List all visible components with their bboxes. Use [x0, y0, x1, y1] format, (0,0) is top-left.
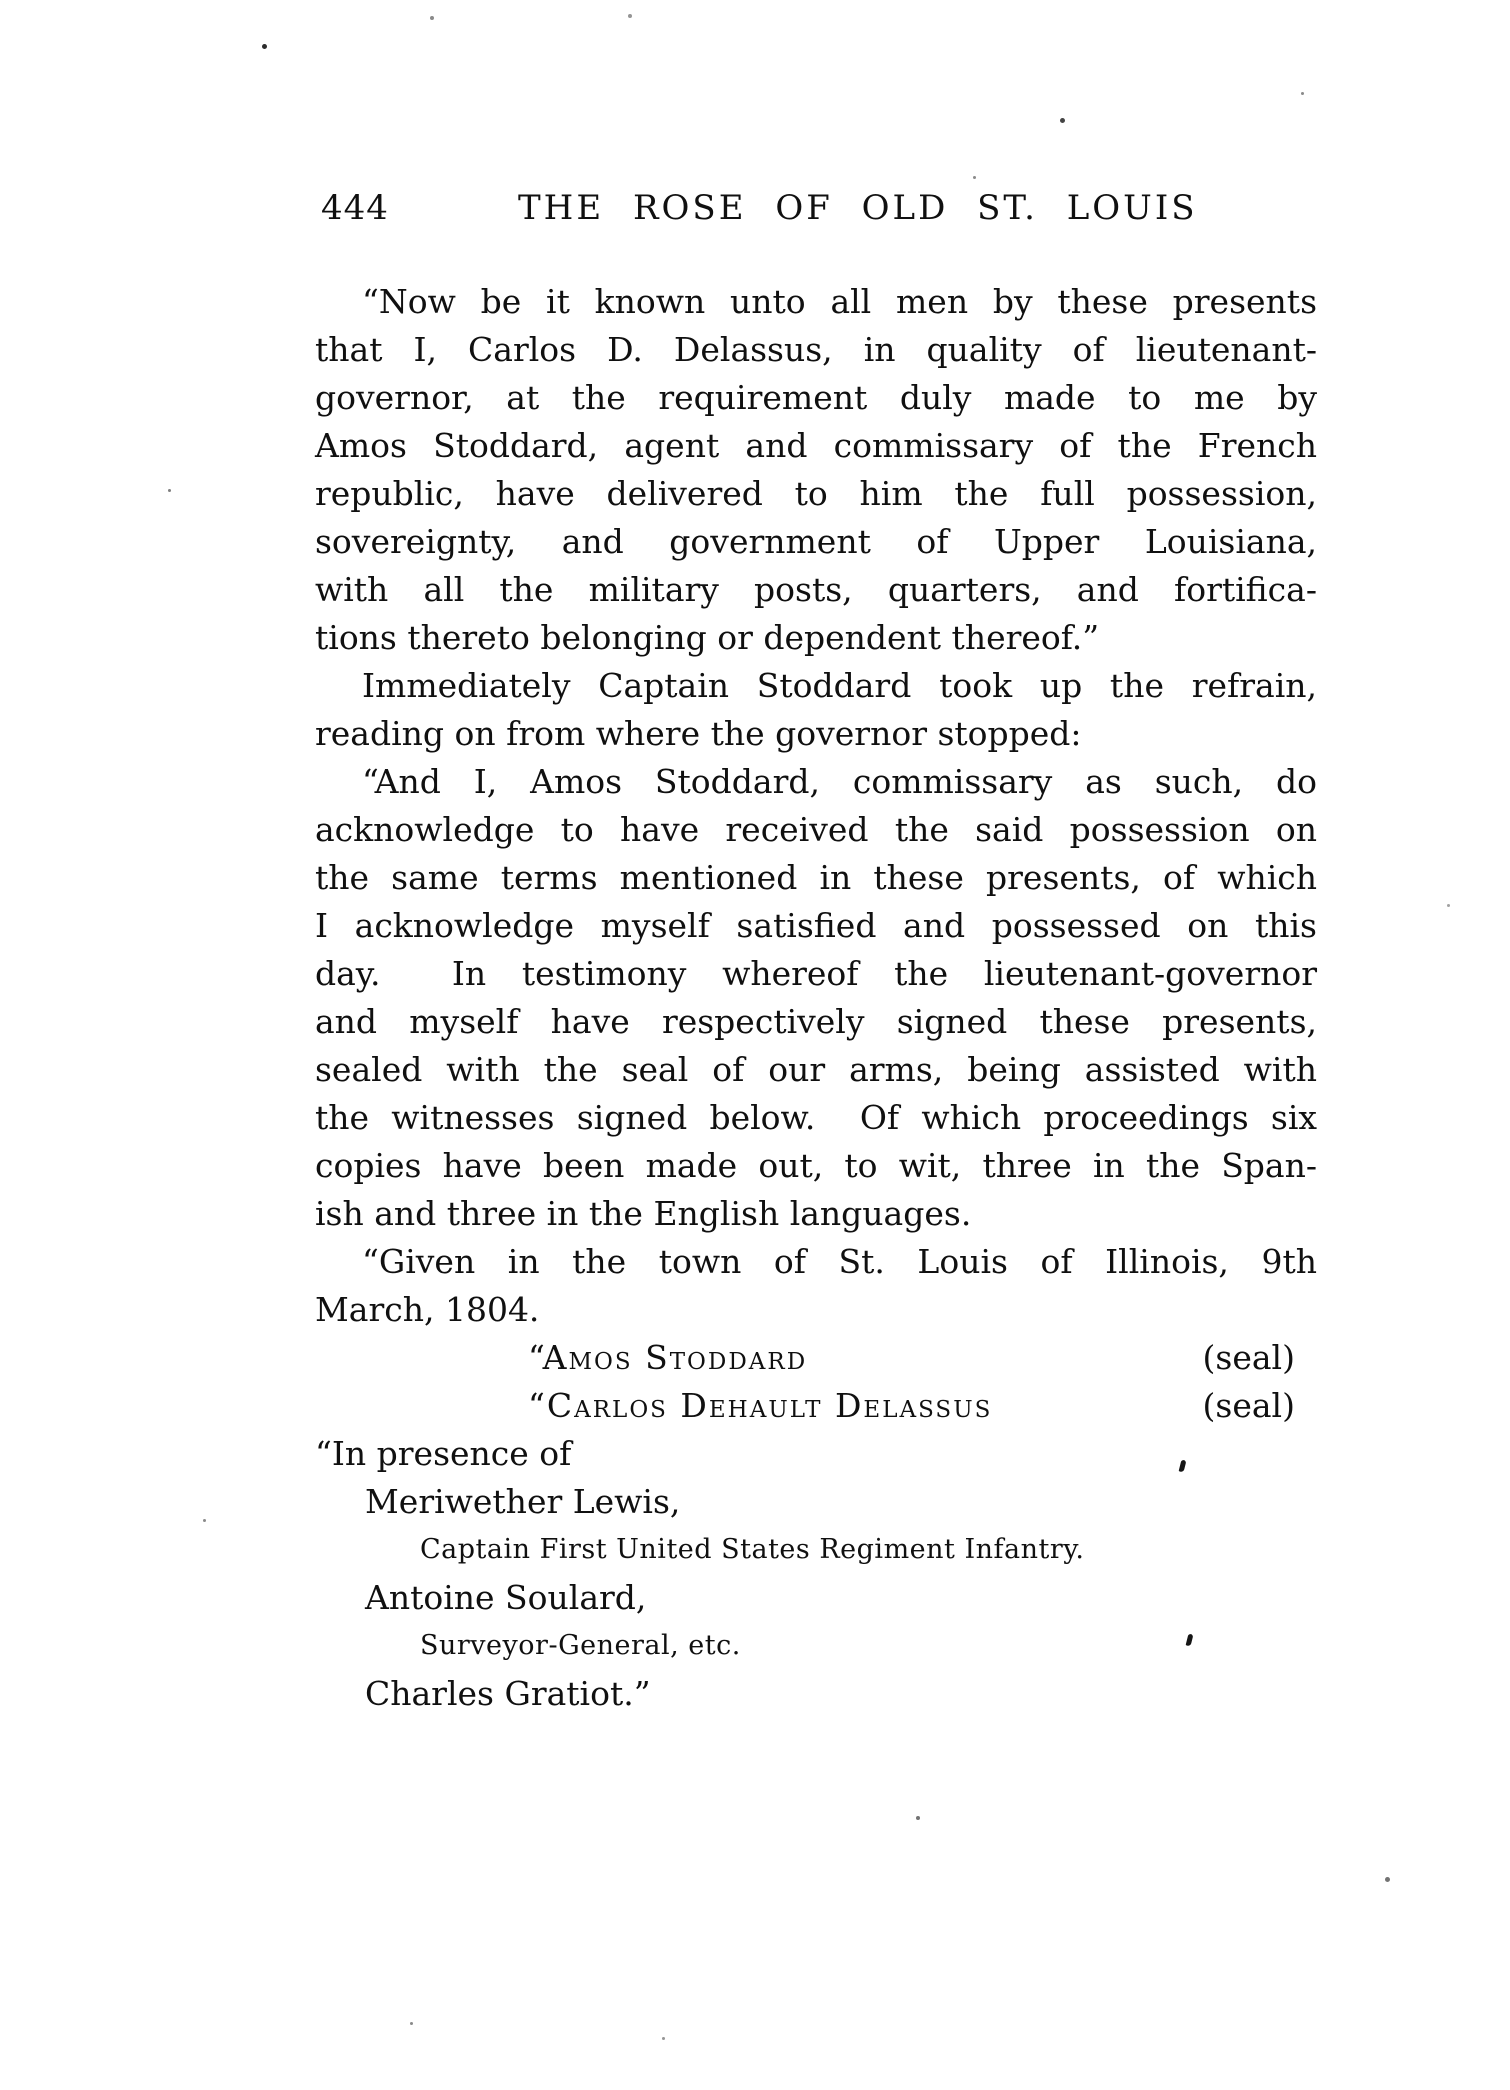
- paragraph-line: the witnesses signed below. Of which proceedings six: [315, 1098, 1317, 1137]
- witness-intro: “In presence of: [315, 1434, 572, 1473]
- paragraph-line: “Given in the town of St. Louis of Illinois, 9th: [362, 1242, 1317, 1281]
- running-title: THE ROSE OF OLD ST. LOUIS: [518, 188, 1198, 228]
- paragraph-line: Amos Stoddard, agent and commissary of the French: [315, 426, 1317, 465]
- ink-speck: [916, 1816, 920, 1820]
- paragraph: [315, 1238, 1317, 1334]
- signature-row: [315, 1382, 1317, 1430]
- paragraph-line: “Now be it known unto all men by these presents: [362, 282, 1317, 321]
- ink-speck: [973, 176, 976, 179]
- paragraph-line: the same terms mentioned in these presents, of which: [315, 858, 1317, 897]
- signature-row: [315, 1334, 1317, 1382]
- paragraph-line: “And I, Amos Stoddard, commissary as such, do: [362, 762, 1317, 801]
- signature-block: [315, 1334, 1317, 1430]
- seal-label: (seal): [1202, 1386, 1295, 1425]
- paragraph-line: tions thereto belonging or dependent thereof.”: [315, 618, 1100, 657]
- paragraph-line: and myself have respectively signed these presents,: [315, 1002, 1317, 1041]
- paragraph: [315, 758, 1317, 1238]
- witness-name: Antoine Soulard,: [365, 1578, 647, 1617]
- witness-name: Charles Gratiot.”: [365, 1674, 651, 1713]
- witness-name: Meriwether Lewis,: [365, 1482, 681, 1521]
- paragraph-line: ish and three in the English languages.: [315, 1194, 972, 1233]
- paragraph-line: Immediately Captain Stoddard took up the refrain,: [362, 666, 1317, 705]
- seal-label: (seal): [1202, 1338, 1295, 1377]
- paragraph: [315, 278, 1317, 662]
- paragraph-line: republic, have delivered to him the full possession,: [315, 474, 1317, 513]
- running-head: [315, 188, 1317, 238]
- paragraph-line: March, 1804.: [315, 1290, 540, 1329]
- paragraph: [315, 662, 1317, 758]
- witness-title: Captain First United States Regiment Infantry.: [420, 1534, 1085, 1565]
- signature-name: “Amos Stoddard: [528, 1338, 808, 1377]
- witness-block: [315, 1430, 1317, 1718]
- paragraph-line: sovereignty, and government of Upper Louisiana,: [315, 522, 1317, 561]
- ink-speck: [662, 2037, 665, 2040]
- paragraph-line: governor, at the requirement duly made to me by: [315, 378, 1317, 417]
- paragraph-line: I acknowledge myself satisfied and possessed on this: [315, 906, 1317, 945]
- paragraph-line: with all the military posts, quarters, and fortifica-: [315, 570, 1317, 609]
- ink-speck: [1385, 1877, 1390, 1882]
- paragraph-line: copies have been made out, to wit, three in the Span-: [315, 1146, 1317, 1185]
- paragraph-line: day. In testimony whereof the lieutenant-governor: [315, 954, 1317, 993]
- ink-speck: [203, 1519, 206, 1522]
- signature-name: “Carlos Dehault Delassus: [528, 1386, 993, 1425]
- ink-speck: [410, 2022, 413, 2025]
- ink-speck: [430, 16, 434, 20]
- ink-speck: [262, 44, 267, 49]
- body-text: [315, 278, 1317, 1718]
- ink-speck: [1447, 904, 1450, 907]
- ink-speck: [1301, 92, 1304, 95]
- paragraph-line: reading on from where the governor stopped:: [315, 714, 1082, 753]
- page-number: 444: [321, 188, 389, 228]
- ink-speck: [628, 14, 632, 18]
- witness-title: Surveyor-General, etc.: [420, 1630, 741, 1661]
- ink-speck: [168, 489, 171, 492]
- ink-speck: [1060, 118, 1065, 123]
- paragraph-line: that I, Carlos D. Delassus, in quality of lieutenant-: [315, 330, 1317, 369]
- paragraph-line: sealed with the seal of our arms, being assisted with: [315, 1050, 1317, 1089]
- paragraph-line: acknowledge to have received the said possession on: [315, 810, 1317, 849]
